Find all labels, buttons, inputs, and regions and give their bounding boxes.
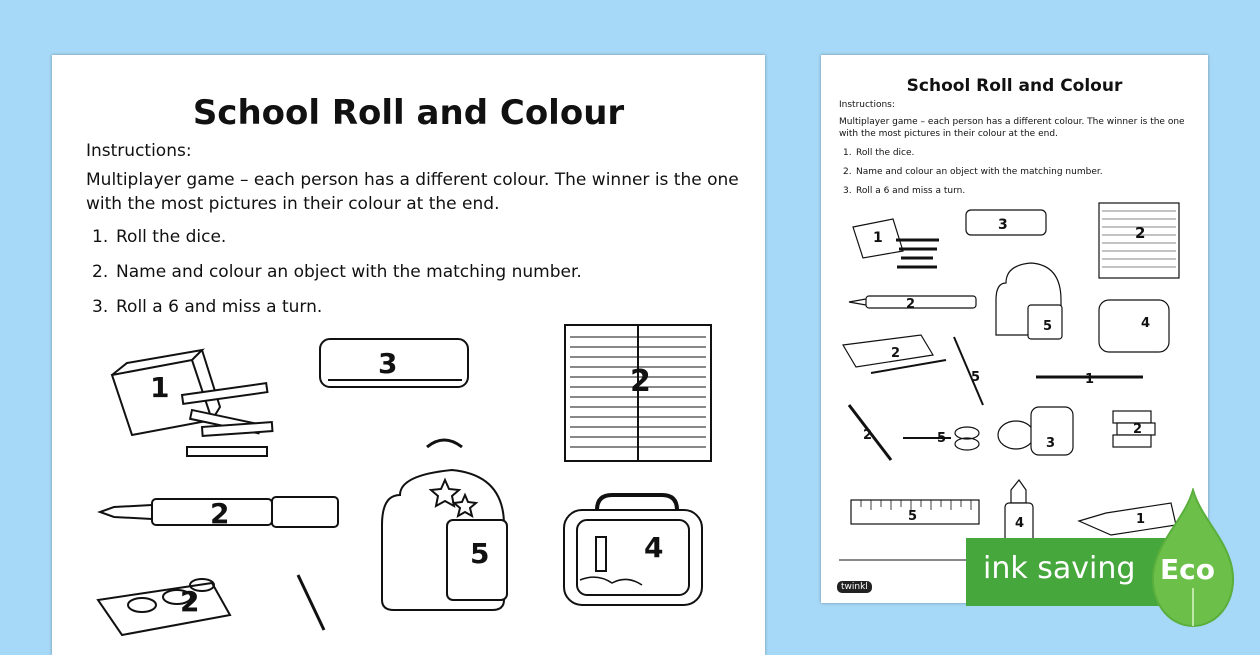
svg-text:2: 2 [863,428,873,443]
play-dough-illustration [998,407,1073,455]
step-item: 1. Roll the dice. [843,148,915,158]
svg-text:2: 2 [1135,224,1146,242]
item-number: 4 [644,531,664,564]
eraser-illustration [320,339,468,387]
step-item: 2. Name and colour an object with the matching number. [92,262,582,282]
svg-text:5: 5 [1043,319,1053,334]
step-item: 2. Name and colour an object with the matching number. [843,167,1103,177]
paintbrush-illustration [298,575,324,630]
ruler-illustration [851,500,979,524]
chalk-illustration [112,350,272,456]
eco-label: Eco [1160,553,1215,586]
item-number: 5 [470,537,490,570]
worksheet-illustrations [52,55,765,655]
lunchbox-illustration [564,495,702,605]
item-number: 2 [210,497,230,530]
svg-text:5: 5 [937,431,947,446]
item-number: 2 [180,585,200,618]
lunchbox-illustration [1099,300,1169,352]
svg-text:4: 4 [1141,316,1151,331]
svg-text:5: 5 [971,370,981,385]
paintbrush-illustration [954,337,983,405]
instructions-text: Multiplayer game – each person has a different colour. The winner is the one with the most pictures in their colour at the end. [86,170,739,214]
notebook-illustration [1099,203,1179,278]
svg-text:5: 5 [908,509,918,524]
step-item: 1. Roll the dice. [92,227,227,247]
chalk-illustration [853,219,939,267]
marker-illustration [100,497,338,530]
item-number: 1 [150,371,170,404]
backpack-illustration [382,440,507,610]
instructions-label: Instructions: [86,141,192,161]
scissors-illustration [903,427,979,450]
pen-illustration [1036,372,1143,387]
eraser-illustration [966,210,1046,235]
backpack-illustration [996,263,1062,339]
worksheet-title: School Roll and Colour [906,76,1123,96]
svg-text:1: 1 [873,230,883,246]
svg-text:1: 1 [1136,512,1146,527]
svg-text:4: 4 [1015,516,1025,531]
pencil-illustration [849,405,891,460]
svg-text:3: 3 [1046,436,1056,451]
item-number: 3 [378,347,398,380]
instructions-label: Instructions: [839,100,895,110]
step-item: 3. Roll a 6 and miss a turn. [843,186,966,196]
palette-illustration [98,579,230,635]
palette-illustration [843,335,946,373]
ink-saving-label: ink saving [983,551,1136,586]
worksheet-title: School Roll and Colour [192,93,625,133]
glue-illustration [1005,480,1033,543]
worksheet-preview-large [52,55,765,655]
svg-text:2: 2 [1133,422,1143,437]
marker-illustration [849,296,976,312]
instructions-text: Multiplayer game – each person has a different colour. The winner is the one with the most pictures in their colour at the end. [839,117,1185,139]
books-illustration [1113,411,1155,447]
twinkl-logo: twinkl [837,581,872,593]
item-number: 2 [630,364,651,399]
notebook-illustration [565,325,711,461]
svg-text:2: 2 [906,297,916,312]
svg-text:3: 3 [998,217,1008,233]
step-item: 3. Roll a 6 and miss a turn. [92,297,323,317]
svg-text:2: 2 [891,346,901,361]
svg-text:1: 1 [1085,372,1095,387]
